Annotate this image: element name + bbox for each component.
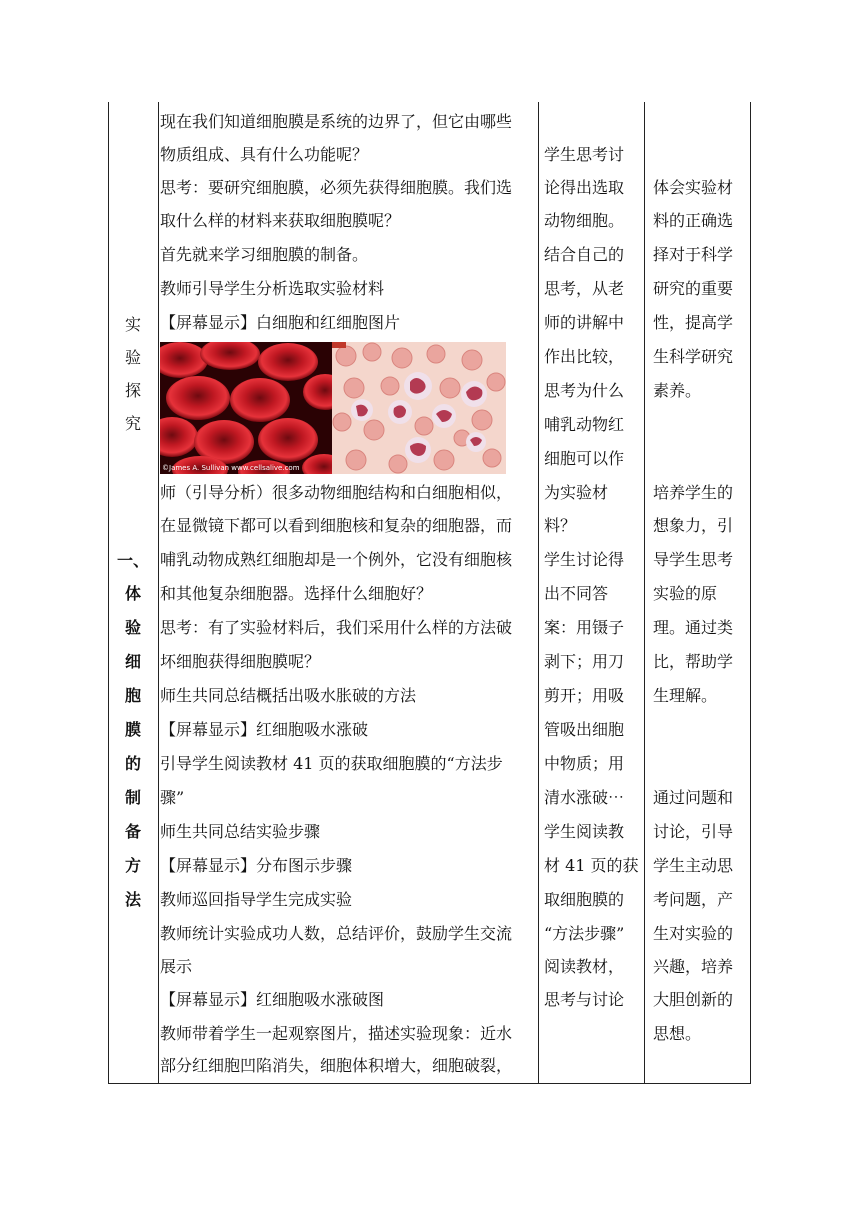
text-line: 结合自己的 — [544, 245, 625, 264]
text-line: 料？ — [544, 516, 577, 535]
text-line: 清水涨破⋯ — [544, 788, 625, 807]
section-char: 法 — [124, 890, 141, 909]
text-line: 出不同答 — [544, 584, 609, 603]
section-char: 体 — [124, 584, 141, 603]
text-line: 部分红细胞凹陷消失，细胞体积增大，细胞破裂， — [160, 1056, 513, 1075]
text-line: 料的正确选 — [653, 211, 734, 230]
text-line: 取什么样的材料来获取细胞膜呢？ — [160, 211, 401, 230]
cell-images — [160, 342, 506, 474]
text-line: 【屏幕显示】白细胞和红细胞图片 — [160, 313, 401, 332]
text-line: 思考为什么 — [544, 381, 625, 400]
text-line: 思考：有了实验材料后，我们采用什么样的方法破 — [160, 618, 513, 637]
text-line: 比，帮助学 — [653, 652, 734, 671]
image-caption: ©James A. Sullivan www.cellsalive.com — [162, 464, 300, 472]
text-line: 【屏幕显示】红细胞吸水涨破 — [160, 720, 369, 739]
section-char: 制 — [124, 788, 141, 807]
text-line: 性，提高学 — [653, 313, 734, 332]
text-line: 论得出选取 — [544, 178, 625, 197]
text-line: 和其他复杂细胞器。选择什么细胞好？ — [160, 584, 433, 603]
text-line: 思考：要研究细胞膜，必须先获得细胞膜。我们选 — [160, 178, 513, 197]
text-line: 取细胞膜的 — [544, 890, 625, 909]
table-divider-1 — [158, 102, 159, 1084]
text-line: 实验的原 — [653, 584, 718, 603]
text-line: 现在我们知道细胞膜是系统的边界了，但它由哪些 — [160, 112, 513, 131]
text-line: 骤” — [160, 788, 185, 807]
text-line: 择对于科学 — [653, 245, 734, 264]
text-line: 教师引导学生分析选取实验材料 — [160, 279, 385, 298]
text-line: 剪开；用吸 — [544, 686, 625, 705]
text-line: 思考与讨论 — [544, 990, 625, 1009]
text-line: 学生思考讨 — [544, 145, 625, 164]
text-line: 师生共同总结实验步骤 — [160, 822, 321, 841]
text-line: 培养学生的 — [653, 483, 734, 502]
text-line: 讨论，引导 — [653, 822, 734, 841]
text-line: 学生阅读教 — [544, 822, 625, 841]
text-line: 思考，从老 — [544, 279, 625, 298]
section-char: 一、 — [116, 551, 149, 570]
text-line: 体会实验材 — [653, 178, 734, 197]
text-line: 学生讨论得 — [544, 550, 625, 569]
text-line: 教师巡回指导学生完成实验 — [160, 890, 353, 909]
text-line: 生科学研究 — [653, 347, 734, 366]
text-line: 哺乳动物成熟红细胞却是一个例外，它没有细胞核 — [160, 550, 513, 569]
section-char: 方 — [124, 856, 141, 875]
section-char: 的 — [124, 754, 141, 773]
text-line: 教师带着学生一起观察图片，描述实验现象：近水 — [160, 1024, 513, 1043]
section-char: 胞 — [124, 686, 141, 705]
table-divider-2 — [538, 102, 539, 1084]
table-divider-3 — [644, 102, 645, 1084]
text-line: 导学生思考 — [653, 550, 734, 569]
section-char: 实 — [124, 315, 141, 334]
red-blood-cell-image — [160, 342, 332, 474]
text-line: 教师统计实验成功人数，总结评价，鼓励学生交流 — [160, 924, 513, 943]
text-line: 材 41 页的获 — [544, 856, 639, 875]
text-line: 为实验材 — [544, 483, 609, 502]
text-line: 通过问题和 — [653, 788, 734, 807]
text-line: 中物质；用 — [544, 754, 625, 773]
section-char: 究 — [124, 414, 141, 433]
text-line: 素养。 — [653, 381, 702, 400]
lesson-plan-table — [108, 102, 751, 1084]
text-line: 剥下；用刀 — [544, 652, 625, 671]
text-line: “方法步骤” — [544, 924, 625, 943]
text-line: 管吸出细胞 — [544, 720, 625, 739]
text-line: 物质组成、具有什么功能呢？ — [160, 145, 369, 164]
text-line: 【屏幕显示】红细胞吸水涨破图 — [160, 990, 385, 1009]
section-char: 验 — [124, 618, 141, 637]
text-line: 考问题，产 — [653, 890, 734, 909]
text-line: 生对实验的 — [653, 924, 734, 943]
text-line: 哺乳动物红 — [544, 415, 625, 434]
text-line: 师（引导分析）很多动物细胞结构和白细胞相似， — [160, 483, 513, 502]
text-line: 动物细胞。 — [544, 211, 625, 230]
text-line: 师的讲解中 — [544, 313, 625, 332]
text-line: 引导学生阅读教材 41 页的获取细胞膜的“方法步 — [160, 754, 503, 773]
text-line: 案：用镊子 — [544, 618, 625, 637]
section-char: 膜 — [124, 720, 141, 739]
text-line: 阅读教材， — [544, 957, 625, 976]
section-char: 验 — [124, 348, 141, 367]
section-char: 备 — [124, 822, 141, 841]
text-line: 展示 — [160, 957, 193, 976]
white-blood-cell-image — [332, 342, 506, 474]
text-line: 【屏幕显示】分布图示步骤 — [160, 856, 353, 875]
section-char: 细 — [124, 652, 141, 671]
table-border-bottom — [108, 1083, 751, 1084]
text-line: 研究的重要 — [653, 279, 734, 298]
section-char: 探 — [124, 381, 141, 400]
text-line: 兴趣，培养 — [653, 957, 734, 976]
text-line: 学生主动思 — [653, 856, 734, 875]
table-border-right — [750, 102, 751, 1084]
text-line: 大胆创新的 — [653, 990, 734, 1009]
text-line: 坏细胞获得细胞膜呢？ — [160, 652, 321, 671]
text-line: 理。通过类 — [653, 618, 734, 637]
text-line: 首先就来学习细胞膜的制备。 — [160, 245, 369, 264]
text-line: 作出比较， — [544, 347, 625, 366]
text-line: 在显微镜下都可以看到细胞核和复杂的细胞器，而 — [160, 516, 513, 535]
text-line: 细胞可以作 — [544, 449, 625, 468]
text-line: 想象力，引 — [653, 516, 734, 535]
text-line: 师生共同总结概括出吸水胀破的方法 — [160, 686, 417, 705]
text-line: 思想。 — [653, 1024, 702, 1043]
text-line: 生理解。 — [653, 686, 718, 705]
